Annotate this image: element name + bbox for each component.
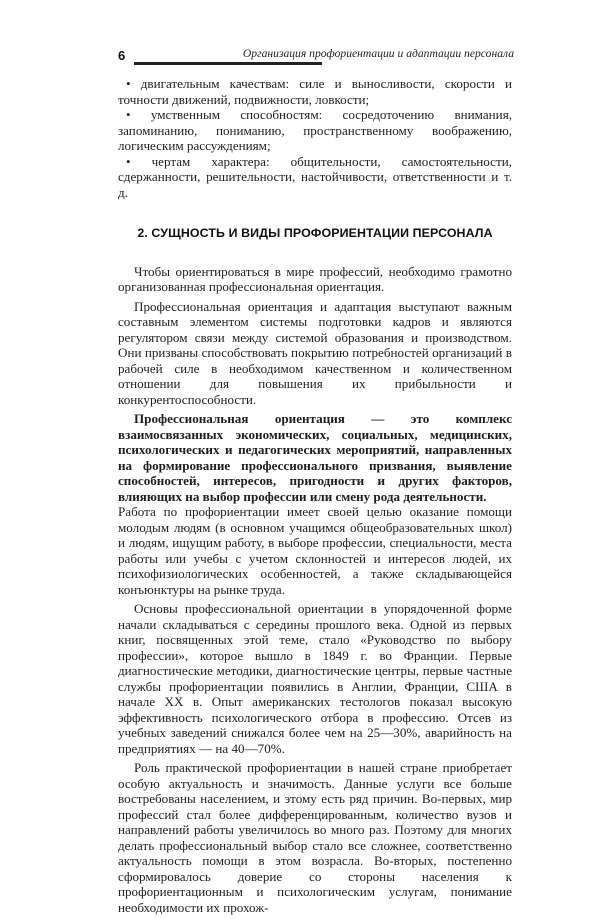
paragraph-intro: Чтобы ориентироваться в мире профессий, необходимо грамотно организованная профессиональная ориентация.: [118, 263, 512, 294]
page-body: [118, 76, 512, 919]
definition-text: Профессиональная ориентация — это комплекс взаимосвязанных экономических, социальных, медицинских, психологических и педагогических мероприятий, направленных на формирование профессионального призвания, выявление способностей, интересов, пригодности и других факторов, влияющих на выбор профессии или смену рода деятельности.: [118, 411, 512, 504]
paragraph-history: Основы профессиональной ориентации в упорядоченной форме начали складываться с середины прошлого века. Одной из первых книг, посвященных этой теме, стало «Руководство по выбору профессии», которое вышло в 1849 г. во Франции. Первые диагностические методики, диагностические центры, первые частные службы профориентации появились в Англии, Франции, США в начале XX в. Опыт американских тестологов показал высокую эффективность психологического отбора в профессию. Отсев из учебных заведений снижался более чем на 25—30%, аварийность на предприятиях — на 40—70%.: [118, 601, 512, 756]
section-title: 2. СУЩНОСТЬ И ВИДЫ ПРОФОРИЕНТАЦИИ ПЕРСОНАЛА: [137, 226, 493, 240]
paragraph-purpose: Работа по профориентации имеет своей целью оказание помощи молодым людям (в основном учащимся общеобразовательных школ) и людям, ищущим работу, в выборе профессии, специальности, места работы или учебы с учетом склонностей и интересов людей, их психофизиологических особенностей, а также складывающейся конъюнктуры на рынке труда.: [118, 504, 512, 597]
paragraph-role: Профессиональная ориентация и адаптация выступают важным составным элементом системы подготовки кадров и являются регулятором связи между системой образования и производством. Они призваны способствовать покрытию потребностей организаций в рабочей силе в необходимом качественном и количественном отношении для повышения их прибыльности и конкурентоспособности.: [118, 298, 512, 407]
page-header: [118, 44, 514, 66]
running-title: Организация профориентации и адаптации персонала: [242, 47, 514, 60]
paragraph-definition: [118, 411, 512, 504]
paragraph-relevance: Роль практической профориентации в нашей стране приобретает особую актуальность и значимость. Данные услуги все больше востребованы населением, и этому есть ряд причин. Во-первых, мир профессий стал более дифференцированным, количество вузов и направлений работы увеличилось во много раз. Поэтому для многих делать профессиональный выбор стало все сложнее, соответственно актуальность помощи в этом возрасла. Во-вторых, постепенно сформировалось доверие со стороны населения к профориентационным и психологическим услугам, понимание необходимости их прохож-: [118, 760, 512, 915]
bullet-list: [118, 76, 512, 200]
bullet-item: • чертам характера: общительности, самостоятельности, сдержанности, решительности, настойчивости, ответственности и т. д.: [118, 153, 512, 200]
bullet-item: • двигательным качествам: силе и выносливости, скорости и точности движений, подвижности, ловкости;: [118, 76, 512, 107]
page-number: 6: [118, 48, 126, 63]
header-rule: [134, 62, 322, 65]
bullet-item: • умственным способностям: сосредоточению внимания, запоминанию, пониманию, пространственному воображению, логическим рассуждениям;: [118, 107, 512, 153]
